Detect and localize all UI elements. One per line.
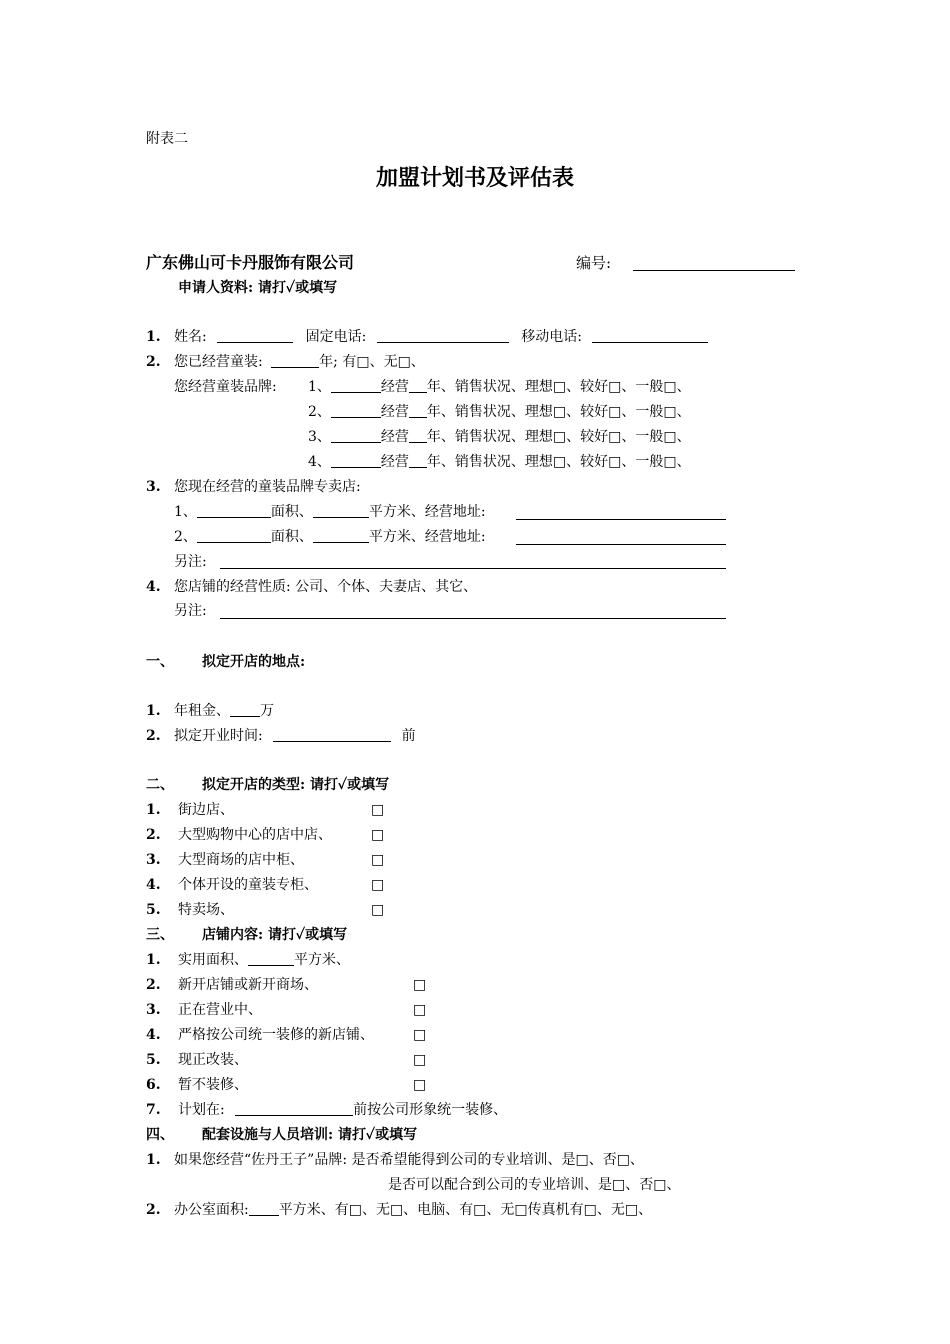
store-address-field[interactable] [516, 518, 726, 520]
item-number: 2. [146, 827, 161, 843]
checkbox[interactable]: □ [413, 977, 427, 993]
item-number: 2. [146, 728, 161, 744]
office-facilities: 平方米、有□、无□、电脑、有□、无□传真机有□、无□、 [278, 1202, 653, 1218]
note-field[interactable] [220, 617, 726, 619]
brand-index: 2、 [308, 404, 331, 420]
item-number: 7. [146, 1102, 161, 1118]
store-status-label: 现正改装、 [178, 1052, 248, 1068]
brands-label: 您经营童装品牌: [174, 379, 277, 395]
item-number: 5. [146, 1052, 161, 1068]
store-area-field[interactable] [313, 528, 369, 543]
usable-area-field[interactable] [248, 951, 294, 966]
brand-row [308, 453, 691, 471]
note-label: 另注: [174, 554, 207, 570]
training-question: 是否可以配合到公司的专业培训、是□、否□、 [388, 1177, 681, 1193]
checkbox[interactable]: □ [371, 802, 385, 818]
store-area-label: 面积、 [270, 529, 313, 545]
brand-name-field[interactable] [331, 428, 381, 443]
store-type-label: 个体开设的童装专柜、 [178, 877, 318, 893]
open-date-field[interactable] [273, 727, 391, 742]
store-row [174, 503, 486, 521]
office-area-field[interactable] [249, 1201, 279, 1216]
training-question: 如果您经营“佐丹王子”品牌: 是否希望能得到公司的专业培训、是□、否□、 [174, 1152, 644, 1168]
fixed-phone-label: 固定电话: [305, 329, 367, 345]
store-status-label: 正在营业中、 [178, 1002, 262, 1018]
note-field[interactable] [220, 567, 726, 569]
section-title: 拟定开店的类型: 请打✓或填写 [202, 777, 390, 793]
brand-years-field[interactable] [409, 453, 427, 468]
brand-row [308, 378, 691, 396]
brand-years-field[interactable] [409, 378, 427, 393]
rent-field[interactable] [230, 702, 260, 717]
item-number: 1. [146, 802, 161, 818]
item-number: 2. [146, 977, 161, 993]
rent-unit: 万 [260, 703, 274, 719]
years-suffix: 年; 有□、无□、 [319, 354, 425, 370]
brand-name-field[interactable] [331, 453, 381, 468]
checkbox[interactable]: □ [413, 1077, 427, 1093]
brand-label: 经营 [380, 379, 409, 395]
checkbox[interactable]: □ [413, 1052, 427, 1068]
open-date-row [174, 727, 416, 745]
item-number: 1. [146, 703, 161, 719]
checkbox[interactable]: □ [371, 877, 385, 893]
brand-status: 年、销售状况、理想□、较好□、一般□、 [426, 429, 691, 445]
checkbox[interactable]: □ [371, 827, 385, 843]
brand-years-field[interactable] [409, 403, 427, 418]
rent-row [174, 702, 274, 720]
years-label: 您已经营童装: [174, 354, 263, 370]
brand-status: 年、销售状况、理想□、较好□、一般□、 [426, 404, 691, 420]
store-area-label: 面积、 [270, 504, 313, 520]
appendix-label: 附表二 [146, 131, 188, 147]
name-row [174, 328, 708, 346]
name-field[interactable] [217, 328, 293, 343]
item-number: 4. [146, 877, 161, 893]
number-label: 编号: [576, 254, 612, 272]
mobile-field[interactable] [592, 328, 708, 343]
section-number: 一、 [146, 654, 174, 670]
renovation-plan-row [178, 1101, 507, 1119]
office-row [174, 1201, 652, 1219]
section-title: 配套设施与人员培训: 请打✓或填写 [202, 1127, 418, 1143]
section-title: 店铺内容: 请打✓或填写 [202, 927, 348, 943]
item-number: 3. [146, 852, 161, 868]
years-row [174, 353, 425, 371]
brand-index: 4、 [308, 454, 331, 470]
store-address-label: 平方米、经营地址: [368, 529, 486, 545]
section-number: 三、 [146, 927, 174, 943]
section-number: 四、 [146, 1127, 174, 1143]
store-type-label: 街边店、 [178, 802, 234, 818]
item-number: 1. [146, 952, 161, 968]
brand-name-field[interactable] [331, 403, 381, 418]
item-number: 5. [146, 902, 161, 918]
brand-row [308, 403, 691, 421]
store-type-label: 特卖场、 [178, 902, 234, 918]
brand-status: 年、销售状况、理想□、较好□、一般□、 [426, 454, 691, 470]
years-field[interactable] [271, 353, 319, 368]
store-address-field[interactable] [516, 543, 726, 545]
brand-index: 3、 [308, 429, 331, 445]
brand-name-field[interactable] [331, 378, 381, 393]
store-index: 2、 [174, 529, 197, 545]
name-label: 姓名: [174, 329, 207, 345]
open-date-suffix: 前 [401, 728, 416, 744]
usable-area-label: 实用面积、 [178, 952, 248, 968]
store-status-label: 暂不装修、 [178, 1077, 248, 1093]
applicant-info-heading: 申请人资料: 请打✓或填写 [178, 280, 338, 296]
item-number: 4. [146, 1027, 161, 1043]
renovation-date-field[interactable] [235, 1101, 353, 1116]
brand-label: 经营 [380, 454, 409, 470]
renovation-plan-label: 计划在: [178, 1102, 225, 1118]
brand-years-field[interactable] [409, 428, 427, 443]
store-index: 1、 [174, 504, 197, 520]
store-status-label: 新开店铺或新开商场、 [178, 977, 318, 993]
store-status-label: 严格按公司统一装修的新店铺、 [178, 1027, 374, 1043]
store-row [174, 528, 486, 546]
mobile-label: 移动电话: [521, 329, 582, 345]
stores-label: 您现在经营的童装品牌专卖店: [174, 479, 361, 495]
usable-area-unit: 平方米、 [294, 952, 350, 968]
item-number: 6. [146, 1077, 161, 1093]
office-area-label: 办公室面积: [174, 1202, 249, 1218]
store-name-field[interactable] [197, 503, 271, 518]
number-field[interactable] [633, 269, 795, 271]
checkbox[interactable]: □ [413, 1027, 427, 1043]
brand-row [308, 428, 691, 446]
note-label: 另注: [174, 603, 207, 619]
store-area-field[interactable] [313, 503, 369, 518]
brand-index: 1、 [308, 379, 331, 395]
item-number: 2. [146, 354, 161, 370]
brand-status: 年、销售状况、理想□、较好□、一般□、 [426, 379, 691, 395]
usable-area-row [178, 951, 350, 969]
company-name: 广东佛山可卡丹服饰有限公司 [146, 253, 355, 272]
section-title: 拟定开店的地点: [202, 654, 306, 670]
store-address-label: 平方米、经营地址: [368, 504, 486, 520]
page-title: 加盟计划书及评估表 [375, 165, 574, 191]
store-type-label: 大型商场的店中柜、 [178, 852, 304, 868]
brand-label: 经营 [380, 404, 409, 420]
brand-label: 经营 [380, 429, 409, 445]
item-number: 3. [146, 479, 161, 495]
item-number: 4. [146, 579, 161, 595]
item-number: 2. [146, 1202, 161, 1218]
checkbox[interactable]: □ [371, 902, 385, 918]
nature-label: 您店铺的经营性质: 公司、个体、夫妻店、其它、 [174, 579, 478, 595]
section-number: 二、 [146, 777, 174, 793]
rent-label: 年租金、 [174, 703, 230, 719]
open-date-label: 拟定开业时间: [174, 728, 263, 744]
item-number: 1. [146, 1152, 161, 1168]
store-type-label: 大型购物中心的店中店、 [178, 827, 332, 843]
item-number: 3. [146, 1002, 161, 1018]
fixed-phone-field[interactable] [377, 328, 509, 343]
checkbox[interactable]: □ [413, 1002, 427, 1018]
item-number: 1. [146, 329, 161, 345]
checkbox[interactable]: □ [371, 852, 385, 868]
renovation-plan-suffix: 前按公司形象统一装修、 [353, 1102, 508, 1118]
store-name-field[interactable] [197, 528, 271, 543]
